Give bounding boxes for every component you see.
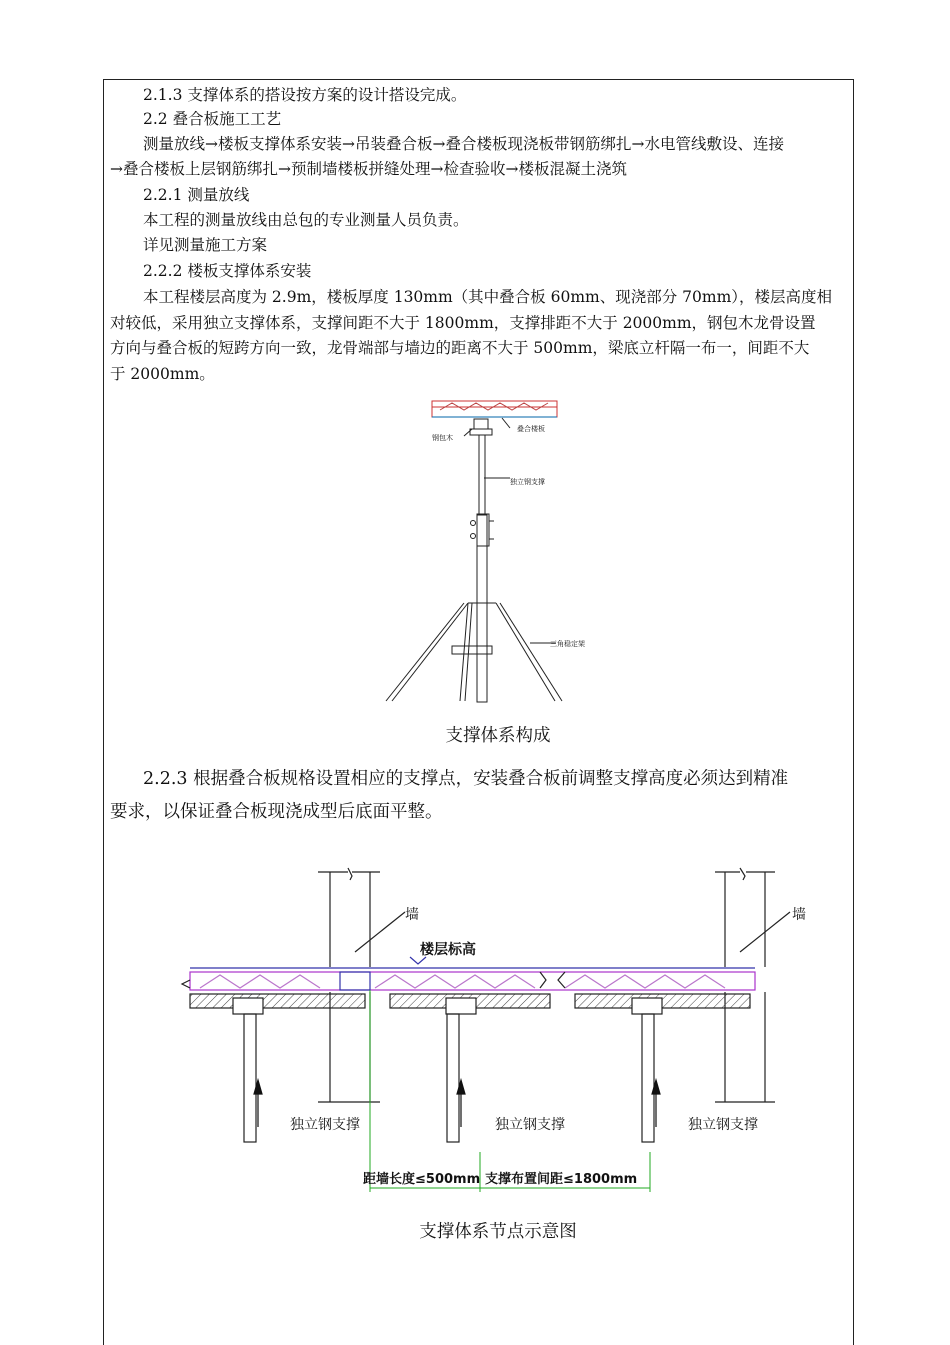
label-prop-1: 独立钢支撑 bbox=[290, 1117, 360, 1133]
label-prop-2: 独立钢支撑 bbox=[495, 1117, 565, 1133]
paragraph-survey: 本工程的测量放线由总包的专业测量人员负责。 bbox=[143, 211, 469, 229]
label-floor-level: 楼层标高 bbox=[420, 942, 476, 958]
label-prop-3: 独立钢支撑 bbox=[688, 1117, 758, 1133]
support-node-figure bbox=[180, 862, 820, 1202]
heading-2-2: 2.2 叠合板施工工艺 bbox=[143, 110, 282, 128]
heading-2-2-1: 2.2.1 测量放线 bbox=[143, 186, 250, 204]
paragraph-survey-ref: 详见测量施工方案 bbox=[143, 236, 268, 254]
heading-2-2-2: 2.2.2 楼板支撑体系安装 bbox=[143, 262, 312, 280]
label-wall-left: 墙 bbox=[405, 907, 419, 923]
paragraph-support-line-2: 对较低，采用独立支撑体系，支撑间距不大于 1800mm，支撑排距不大于 2000mm，钢包木龙骨设置 bbox=[110, 314, 816, 332]
paragraph-2-2-3-line-2: 要求，以保证叠合板现浇成型后底面平整。 bbox=[110, 802, 443, 822]
paragraph-2-2-3-line-1: 2.2.3 根据叠合板规格设置相应的支撑点，安装叠合板前调整支撑高度必须达到精准 bbox=[143, 769, 789, 789]
label-composite-slab: 叠合楼板 bbox=[517, 425, 545, 433]
label-tripod: 三角稳定架 bbox=[550, 640, 585, 648]
heading-2-1-3: 2.1.3 支撑体系的搭设按方案的设计搭设完成。 bbox=[143, 86, 467, 104]
dim-prop-spacing: 支撑布置间距≤1800mm bbox=[485, 1172, 638, 1187]
dim-wall-distance: 距墙长度≤500mm bbox=[363, 1172, 481, 1187]
label-wood-beam: 钢包木 bbox=[432, 434, 453, 442]
paragraph-support-line-1: 本工程楼层高度为 2.9m，楼板厚度 130mm（其中叠合板 60mm、现浇部分 70mm），楼层高度相 bbox=[143, 288, 833, 306]
paragraph-support-line-4: 于 2000mm。 bbox=[110, 365, 215, 383]
process-flow-line-1: 测量放线→楼板支撑体系安装→吊装叠合板→叠合楼板现浇板带钢筋绑扎→水电管线敷设、连接 bbox=[143, 135, 784, 153]
figure-2-caption: 支撑体系节点示意图 bbox=[419, 1222, 577, 1242]
figure-1-caption: 支撑体系构成 bbox=[445, 726, 551, 746]
paragraph-support-line-3: 方向与叠合板的短跨方向一致，龙骨端部与墙边的距离不大于 500mm，梁底立杆隔一布一，间距不大 bbox=[110, 339, 810, 357]
label-wall-right: 墙 bbox=[792, 907, 806, 923]
label-steel-prop: 独立钢支撑 bbox=[510, 478, 545, 486]
support-system-figure bbox=[380, 396, 600, 708]
process-flow-line-2: →叠合楼板上层钢筋绑扎→预制墙楼板拼缝处理→检查验收→楼板混凝土浇筑 bbox=[110, 160, 627, 178]
